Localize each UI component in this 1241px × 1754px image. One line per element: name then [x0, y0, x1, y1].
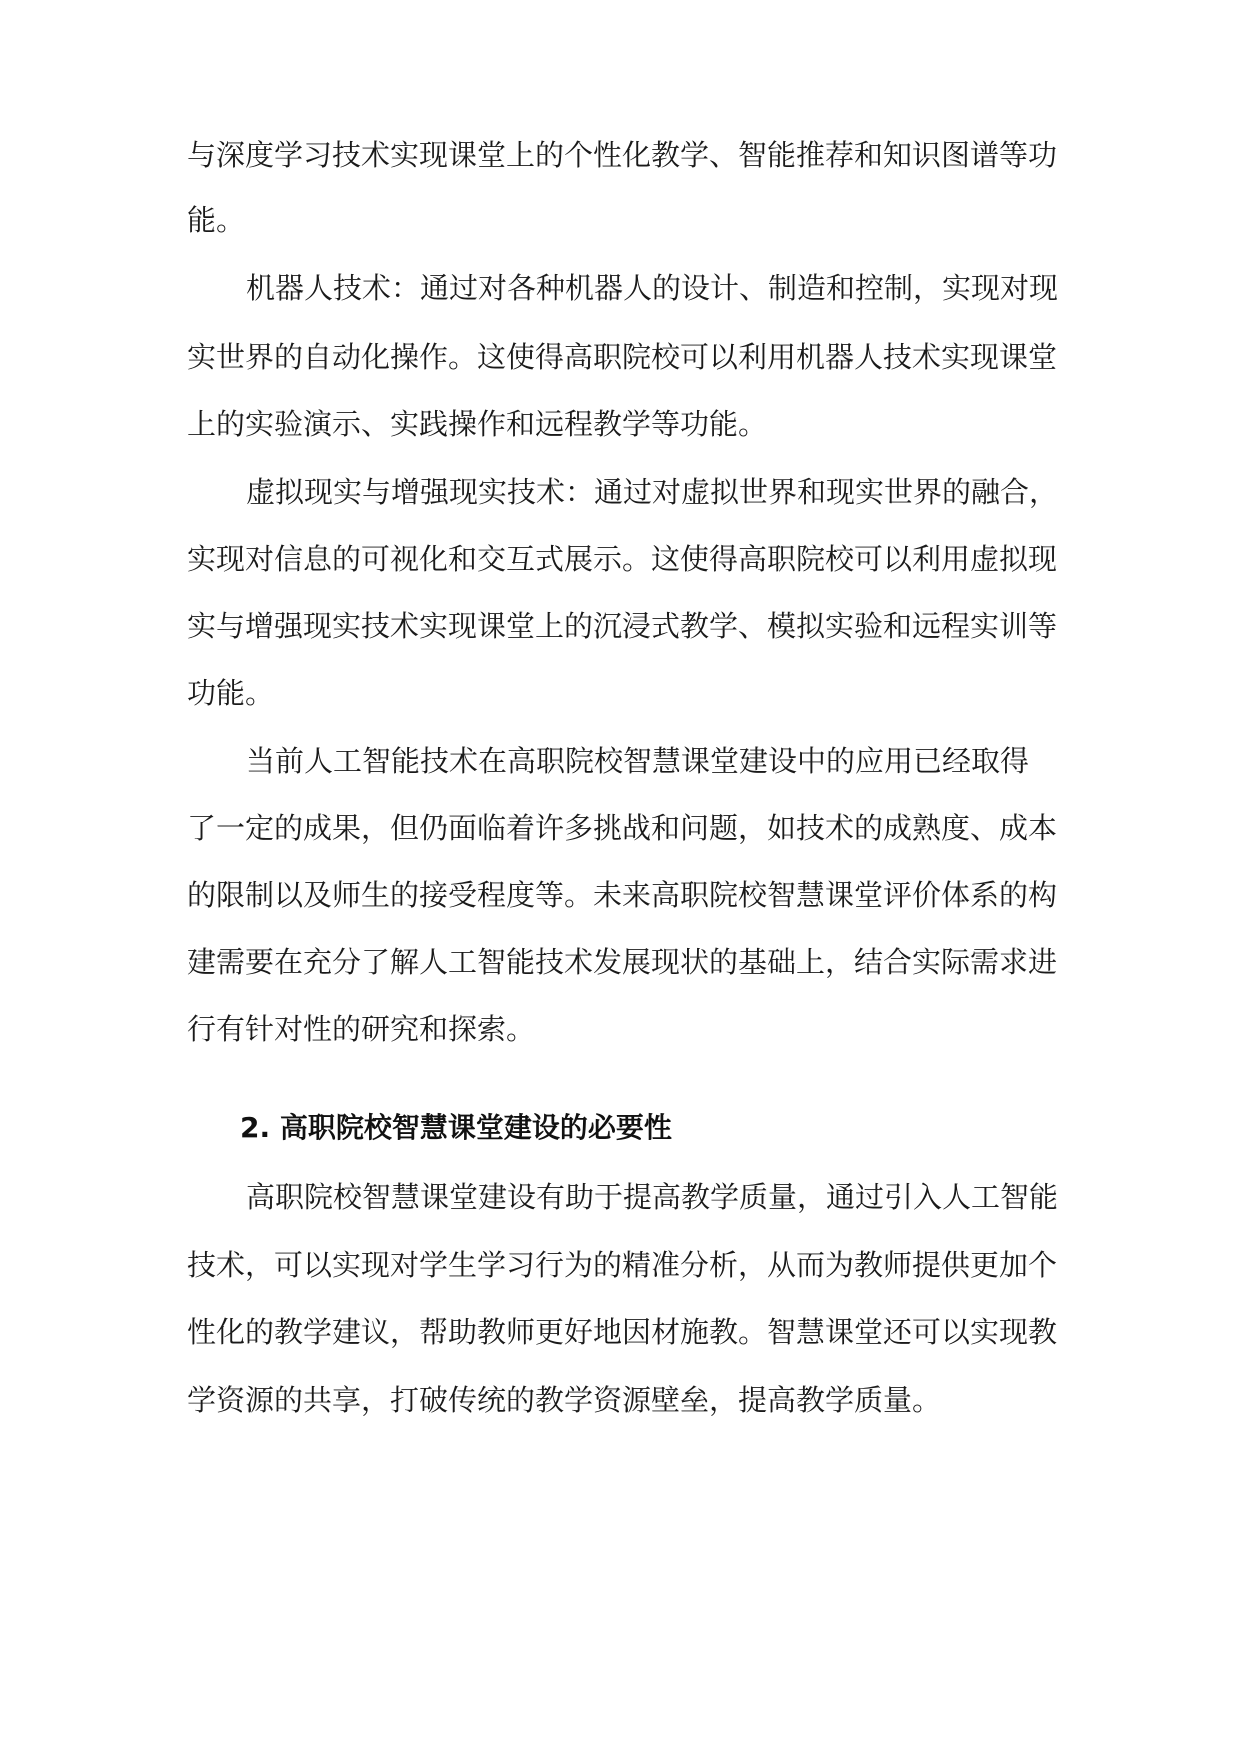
text-line: 实现对信息的可视化和交互式展示。这使得高职院校可以利用虚拟现 [187, 542, 1058, 576]
text-line: 与深度学习技术实现课堂上的个性化教学、智能推荐和知识图谱等功 [187, 138, 1058, 172]
text-line: 的限制以及师生的接受程度等。未来高职院校智慧课堂评价体系的构 [187, 878, 1058, 912]
text-line: 上的实验演示、实践操作和远程教学等功能。 [187, 407, 768, 441]
text-line: 建需要在充分了解人工智能技术发展现状的基础上，结合实际需求进 [187, 945, 1058, 979]
text-line: 功能。 [187, 676, 275, 710]
text-line: 高职院校智慧课堂建设有助于提高教学质量，通过引入人工智能 [246, 1180, 1059, 1214]
text-line: 能。 [187, 203, 246, 237]
text-line: 实世界的自动化操作。这使得高职院校可以利用机器人技术实现课堂 [187, 340, 1058, 374]
text-line: 机器人技术：通过对各种机器人的设计、制造和控制，实现对现 [246, 271, 1059, 305]
text-line: 实与增强现实技术实现课堂上的沉浸式教学、模拟实验和远程实训等 [187, 609, 1058, 643]
text-line: 行有针对性的研究和探索。 [187, 1012, 536, 1046]
text-line: 性化的教学建议，帮助教师更好地因材施教。智慧课堂还可以实现教 [187, 1315, 1058, 1349]
text-line: 虚拟现实与增强现实技术：通过对虚拟世界和现实世界的融合， [246, 475, 1059, 509]
text-line: 了一定的成果，但仍面临着许多挑战和问题，如技术的成熟度、成本 [187, 811, 1058, 845]
text-line: 技术，可以实现对学生学习行为的精准分析，从而为教师提供更加个 [187, 1248, 1058, 1282]
section-heading: 2. 高职院校智慧课堂建设的必要性 [240, 1111, 672, 1144]
text-line: 学资源的共享，打破传统的教学资源壁垒，提高教学质量。 [187, 1383, 942, 1417]
text-line: 当前人工智能技术在高职院校智慧课堂建设中的应用已经取得 [246, 744, 1030, 778]
